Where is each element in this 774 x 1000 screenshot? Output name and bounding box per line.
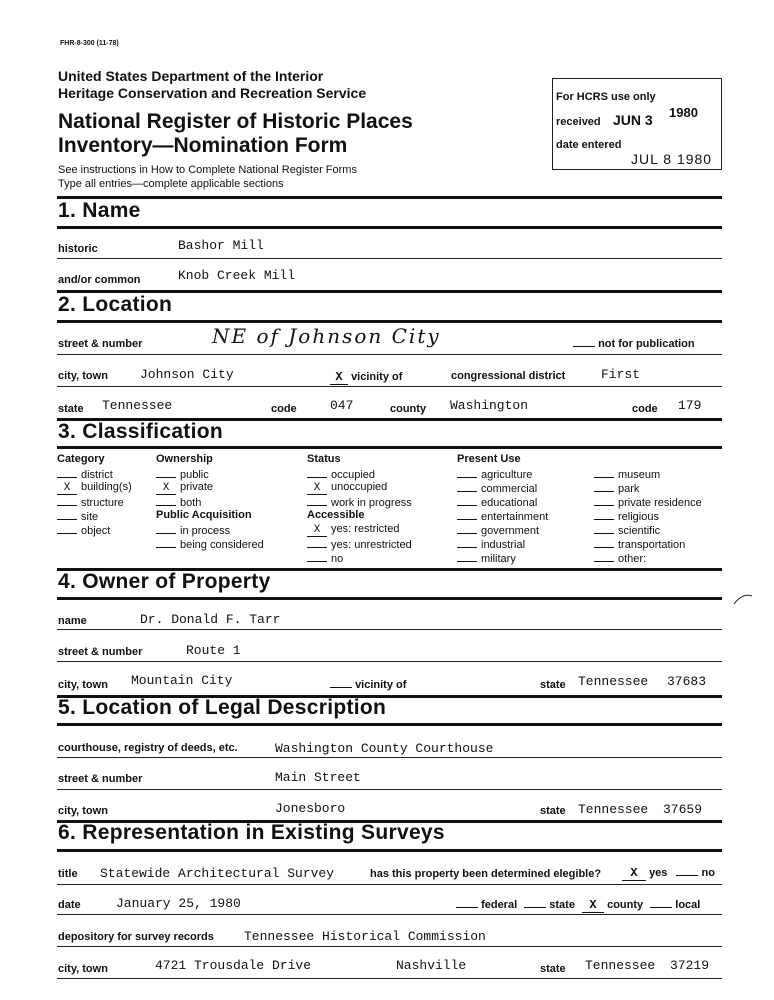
survey-state-label: state (540, 963, 566, 975)
legal-state: Tennessee (578, 802, 649, 817)
category-option[interactable]: district (57, 466, 132, 480)
ownership-group (156, 452, 264, 550)
state-value: Tennessee (102, 398, 173, 413)
owner-vicinity: vicinity of (330, 679, 406, 691)
ownership-option[interactable]: X private (156, 480, 264, 494)
present-use-option[interactable]: museum (594, 466, 702, 480)
courthouse-label: courthouse, registry of deeds, etc. (58, 742, 238, 754)
form-code: FHR-8-300 (11-78) (60, 40, 119, 47)
survey-title: Statewide Architectural Survey (100, 866, 335, 881)
received-stamp: JUN 3 (613, 112, 653, 128)
status-option[interactable]: X unoccupied (307, 480, 412, 494)
present-use-option[interactable]: other: (594, 550, 702, 564)
legal-street-label: street & number (58, 773, 143, 785)
ownership-option[interactable]: public (156, 466, 264, 480)
section-6-heading: 6. Representation in Existing Surveys (58, 821, 445, 844)
owner-city-label: city, town (58, 679, 108, 691)
survey-city: Nashville (396, 958, 467, 973)
survey-city-label: city, town (58, 963, 108, 975)
date-entered-stamp: JUL 8 1980 (631, 151, 713, 167)
legal-street: Main Street (275, 770, 361, 785)
ownership-title: Ownership (156, 453, 213, 465)
section-2-heading: 2. Location (58, 293, 173, 316)
legal-city: Jonesboro (275, 801, 346, 816)
courthouse-value: Washington County Courthouse (275, 741, 494, 756)
survey-date: January 25, 1980 (116, 896, 241, 911)
street-handwritten: NE of Johnson City (212, 324, 441, 348)
section-4-heading: 4. Owner of Property (58, 570, 271, 593)
category-option[interactable]: structure (57, 494, 132, 508)
survey-title-label: title (58, 868, 78, 880)
received-year-stamp: 1980 (669, 105, 698, 120)
public-acquisition-title: Public Acquisition (156, 509, 252, 521)
owner-zip: 37683 (667, 674, 707, 689)
status-option[interactable]: occupied (307, 466, 412, 480)
accessible-option[interactable]: no (307, 550, 412, 564)
street-number-label: street & number (58, 338, 143, 350)
present-use-option[interactable]: military (457, 550, 548, 564)
present-use-group-1 (457, 452, 548, 564)
common-name-label: and/or common (58, 274, 141, 286)
city-town-value: Johnson City (140, 367, 234, 382)
survey-level-options: federal state X county local (456, 898, 700, 913)
present-use-option[interactable]: government (457, 522, 548, 536)
section-5-heading: 5. Location of Legal Description (58, 696, 387, 719)
legal-zip: 37659 (663, 802, 703, 817)
instructions-line2: Type all entries—complete applicable sections (58, 178, 284, 190)
owner-street: Route 1 (186, 643, 241, 658)
agency-line1: United States Department of the Interior (58, 68, 324, 84)
form-title-line2: Inventory—Nomination Form (58, 134, 348, 157)
depository-label: depository for survey records (58, 931, 214, 943)
category-group (57, 452, 132, 536)
survey-date-label: date (58, 899, 81, 911)
owner-state-label: state (540, 679, 566, 691)
section-1-heading: 1. Name (58, 199, 141, 222)
present-use-option[interactable]: commercial (457, 480, 548, 494)
present-use-option[interactable]: private residence (594, 494, 702, 508)
received-label: received (556, 116, 601, 128)
survey-state: Tennessee (585, 958, 656, 973)
ownership-option[interactable]: both (156, 494, 264, 508)
historic-label: historic (58, 243, 98, 255)
form-title-line1: National Register of Historic Places (58, 110, 413, 133)
present-use-option[interactable]: industrial (457, 536, 548, 550)
accessible-option[interactable]: yes: unrestricted (307, 536, 412, 550)
present-use-option[interactable]: religious (594, 508, 702, 522)
historic-name: Bashor Mill (178, 238, 264, 253)
eligible-question: has this property been determined elegible? (370, 868, 602, 880)
present-use-option[interactable]: educational (457, 494, 548, 508)
county-code: 179 (678, 398, 702, 413)
legal-state-label: state (540, 805, 566, 817)
state-code-label: code (271, 403, 297, 415)
hcrs-heading: For HCRS use only (556, 91, 656, 103)
not-for-publication-label: not for publication (573, 338, 695, 350)
agency-line2: Heritage Conservation and Recreation Service (58, 85, 367, 101)
present-use-option[interactable]: entertainment (457, 508, 548, 522)
acquisition-option[interactable]: in process (156, 522, 264, 536)
present-use-title: Present Use (457, 453, 521, 465)
accessible-option[interactable]: X yes: restricted (307, 522, 412, 536)
present-use-option[interactable]: transportation (594, 536, 702, 550)
section-3-heading: 3. Classification (58, 420, 223, 443)
owner-state: Tennessee (578, 674, 649, 689)
instructions-line1: See instructions in How to Complete National Register Forms (58, 164, 357, 176)
common-name: Knob Creek Mill (178, 268, 296, 283)
pen-mark-icon (732, 592, 754, 606)
category-option[interactable]: object (57, 522, 132, 536)
vicinity-of: X vicinity of (330, 370, 402, 385)
date-entered-label: date entered (556, 139, 622, 151)
owner-name-label: name (58, 615, 87, 627)
present-use-option[interactable]: agriculture (457, 466, 548, 480)
city-town-label: city, town (58, 370, 108, 382)
survey-zip: 37219 (670, 958, 710, 973)
state-code: 047 (330, 398, 354, 413)
state-label: state (58, 403, 84, 415)
congressional-district-label: congressional district (451, 370, 566, 382)
owner-street-label: street & number (58, 646, 143, 658)
present-use-option[interactable]: scientific (594, 522, 702, 536)
county-value: Washington (450, 398, 529, 413)
owner-name: Dr. Donald F. Tarr (140, 612, 281, 627)
status-title: Status (307, 453, 341, 465)
accessible-title: Accessible (307, 509, 365, 521)
depository-value: Tennessee Historical Commission (244, 929, 486, 944)
hcrs-use-box (552, 78, 722, 170)
acquisition-option[interactable]: being considered (156, 536, 264, 550)
category-option[interactable]: X building(s) (57, 480, 132, 494)
category-option[interactable]: site (57, 508, 132, 522)
category-title: Category (57, 453, 105, 465)
legal-city-label: city, town (58, 805, 108, 817)
congressional-district-value: First (601, 367, 641, 382)
survey-address: 4721 Trousdale Drive (155, 958, 312, 973)
status-group (307, 452, 412, 564)
county-label: county (390, 403, 427, 415)
eligible-options: X yes no (622, 866, 715, 881)
county-code-label: code (632, 403, 658, 415)
status-option[interactable]: work in progress (307, 494, 412, 508)
owner-city: Mountain City (131, 673, 233, 688)
present-use-option[interactable]: park (594, 480, 702, 494)
present-use-group-2 (594, 466, 702, 564)
